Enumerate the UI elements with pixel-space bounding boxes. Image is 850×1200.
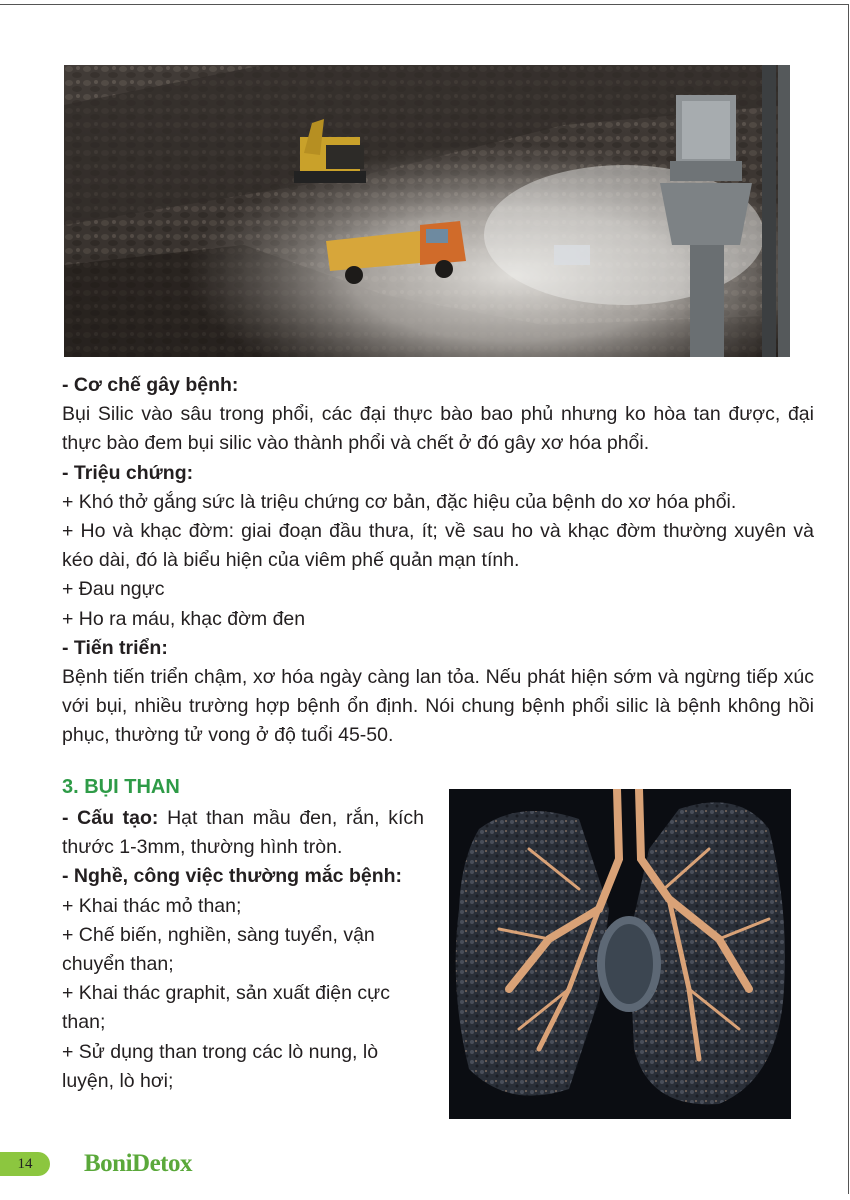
structure-text: Hạt than mầu đen, rắn, kích thước 1-3mm, thường hình tròn. xyxy=(62,807,424,859)
quarry-dust-photo xyxy=(64,65,790,357)
symptom-item: + Ho và khạc đờm: giai đoạn đầu thưa, ít; về sau ho và khạc đờm thường xuyên và kéo dài, đó là biểu hiện của viêm phế quản mạn tính. xyxy=(62,520,814,572)
job-item: + Chế biến, nghiền, sàng tuyển, vận chuyển than; xyxy=(62,923,375,976)
symptoms-heading: - Triệu chứng: xyxy=(62,461,194,484)
mechanism-text: Bụi Silic vào sâu trong phổi, các đại thực bào bao phủ nhưng ko hòa tan được, đại thực bào đem bụi silic vào thành phổi và chết ở đó gây xơ hóa phổi. xyxy=(62,403,814,455)
brand-logo: BoniDetox xyxy=(84,1150,192,1177)
job-item: + Sử dụng than trong các lò nung, lò luyện, lò hơi; xyxy=(62,1040,379,1092)
progress-text: Bệnh tiến triển chậm, xơ hóa ngày càng lan tỏa. Nếu phát hiện sớm và ngừng tiếp xúc với bụi, nhiều trường hợp bệnh ổn định. Nói chung bệnh phổi silic là bệnh không hồi phục, thường tử vong ở độ tuổi 45-50. xyxy=(62,666,814,747)
symptom-item: + Ho ra máu, khạc đờm đen xyxy=(62,607,306,630)
jobs-heading: - Nghề, công việc thường mắc bệnh: xyxy=(62,865,403,888)
coal-dust-section xyxy=(62,804,424,1096)
symptom-item: + Đau ngực xyxy=(62,578,165,601)
structure-label: - Cấu tạo: xyxy=(62,807,159,829)
progress-heading: - Tiến triển: xyxy=(62,636,168,659)
structure-paragraph xyxy=(62,804,424,862)
mechanism-heading: - Cơ chế gây bệnh: xyxy=(62,374,239,396)
page-number: 14 xyxy=(0,1152,50,1176)
silicosis-section xyxy=(62,371,814,751)
lung-specimen-photo xyxy=(449,789,791,1119)
job-item: + Khai thác graphit, sản xuất điện cực than; xyxy=(62,982,390,1034)
section-title-coal-dust: 3. BỤI THAN xyxy=(62,776,180,798)
job-item: + Khai thác mỏ than; xyxy=(62,894,242,917)
symptom-item: + Khó thở gắng sức là triệu chứng cơ bản, đặc hiệu của bệnh do xơ hóa phổi. xyxy=(62,490,737,513)
